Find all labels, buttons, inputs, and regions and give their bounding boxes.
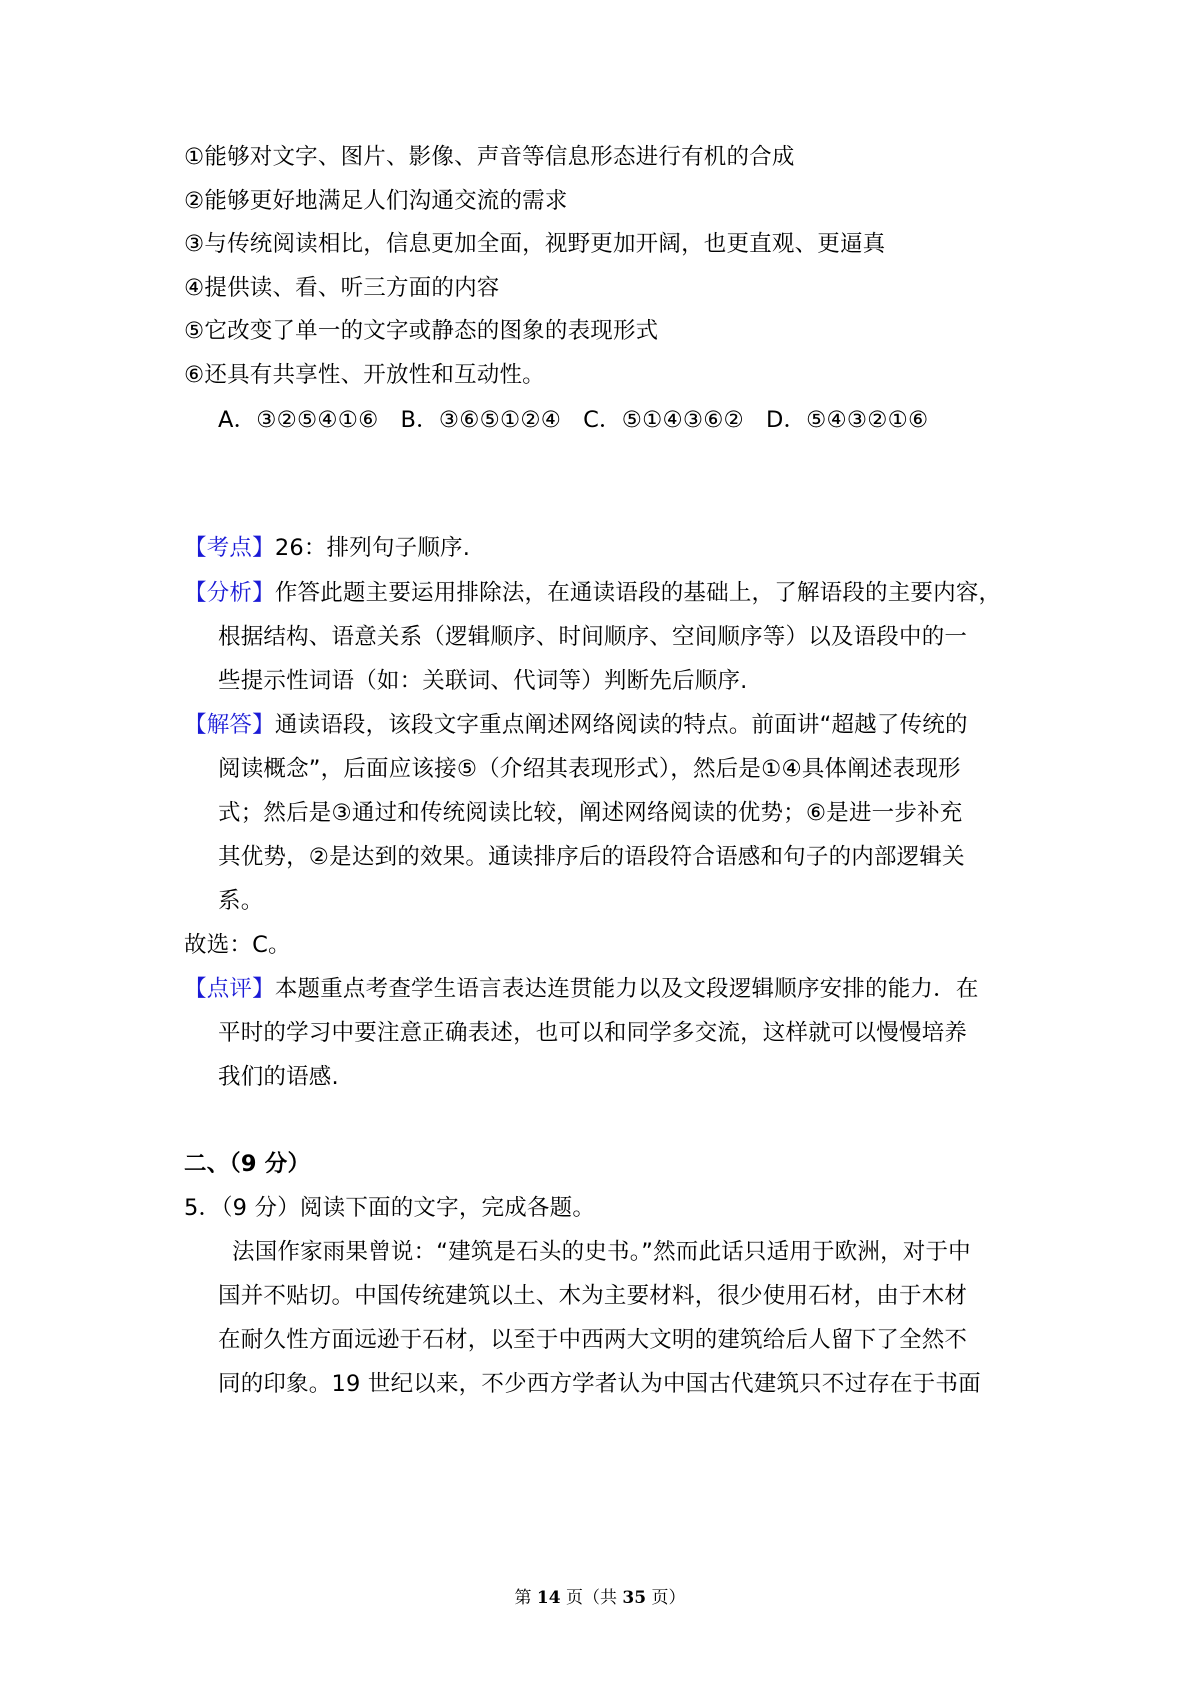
kaodian-line — [184, 533, 470, 563]
option-line-6: ⑥还具有共享性、开放性和互动性。 — [184, 362, 545, 388]
option-line-4: ④提供读、看、听三方面的内容 — [184, 275, 500, 301]
jieda-text-1: 通读语段，该段文字重点阐述网络阅读的特点。前面讲“超越了传统的 — [274, 712, 968, 738]
jieda-line-5: 系。 — [218, 888, 264, 914]
passage-line-3: 在耐久性方面远逊于石材，以至于中西两大文明的建筑给后人留下了全然不 — [218, 1327, 968, 1353]
dianping-tag: 【点评】 — [184, 976, 275, 1002]
choice-c: C．⑤①④③⑥② — [583, 407, 744, 433]
footer-total-pages: 35 — [622, 1588, 647, 1608]
question-line: 5．（9 分）阅读下面的文字，完成各题。 — [184, 1195, 596, 1221]
section-heading: 二、（9 分） — [184, 1151, 311, 1177]
option-line-5: ⑤它改变了单一的文字或静态的图象的表现形式 — [184, 318, 659, 344]
jieda-tag: 【解答】 — [184, 712, 275, 738]
kaodian-text: 26：排列句子顺序. — [274, 535, 471, 561]
jieda-line-3: 式；然后是③通过和传统阅读比较，阐述网络阅读的优势；⑥是进一步补充 — [218, 800, 963, 826]
answer-line: 故选：C。 — [184, 932, 291, 958]
dianping-text-1: 本题重点考查学生语言表达连贯能力以及文段逻辑顺序安排的能力．在 — [274, 976, 979, 1002]
dianping-line-3: 我们的语感. — [218, 1064, 339, 1090]
page-footer — [0, 1586, 1200, 1610]
fenxi-line-2: 根据结构、语意关系（逻辑顺序、时间顺序、空间顺序等）以及语段中的一 — [218, 624, 968, 650]
jieda-line-4: 其优势，②是达到的效果。通读排序后的语段符合语感和句子的内部逻辑关 — [218, 844, 965, 870]
passage-line-4: 同的印象。19 世纪以来，不少西方学者认为中国古代建筑只不过存在于书面 — [218, 1371, 981, 1397]
answer-choices — [218, 405, 950, 435]
choice-a: A．③②⑤④①⑥ — [218, 407, 379, 433]
option-line-2: ②能够更好地满足人们沟通交流的需求 — [184, 188, 568, 214]
jieda-line-2: 阅读概念”，后面应该接⑤（介绍其表现形式），然后是①④具体阐述表现形 — [218, 756, 961, 782]
fenxi-line-3: 些提示性词语（如：关联词、代词等）判断先后顺序. — [218, 668, 748, 694]
fenxi-text-1: 作答此题主要运用排除法，在通读语段的基础上，了解语段的主要内容， — [274, 580, 1002, 606]
option-line-3: ③与传统阅读相比，信息更加全面，视野更加开阔，也更直观、更逼真 — [184, 231, 886, 257]
choice-d: D．⑤④③②①⑥ — [765, 407, 929, 433]
footer-page-number: 14 — [536, 1588, 561, 1608]
choice-b: B．③⑥⑤①②④ — [400, 407, 562, 433]
kaodian-tag: 【考点】 — [184, 535, 275, 561]
passage-line-1: 法国作家雨果曾说：“建筑是石头的史书。”然而此话只适用于欧洲，对于中 — [232, 1239, 971, 1265]
passage-line-2: 国并不贴切。中国传统建筑以土、木为主要材料，很少使用石材，由于木材 — [218, 1283, 968, 1309]
footer-prefix: 第 — [514, 1588, 537, 1608]
dianping-line-2: 平时的学习中要注意正确表述，也可以和同学多交流，这样就可以慢慢培养 — [218, 1020, 968, 1046]
jieda-line-1 — [184, 710, 968, 740]
option-line-1: ①能够对文字、图片、影像、声音等信息形态进行有机的合成 — [184, 144, 795, 170]
footer-suffix: 页） — [646, 1588, 686, 1608]
fenxi-line-1 — [184, 578, 1001, 608]
footer-middle: 页（共 — [560, 1588, 623, 1608]
fenxi-tag: 【分析】 — [184, 580, 275, 606]
dianping-line-1 — [184, 974, 979, 1004]
